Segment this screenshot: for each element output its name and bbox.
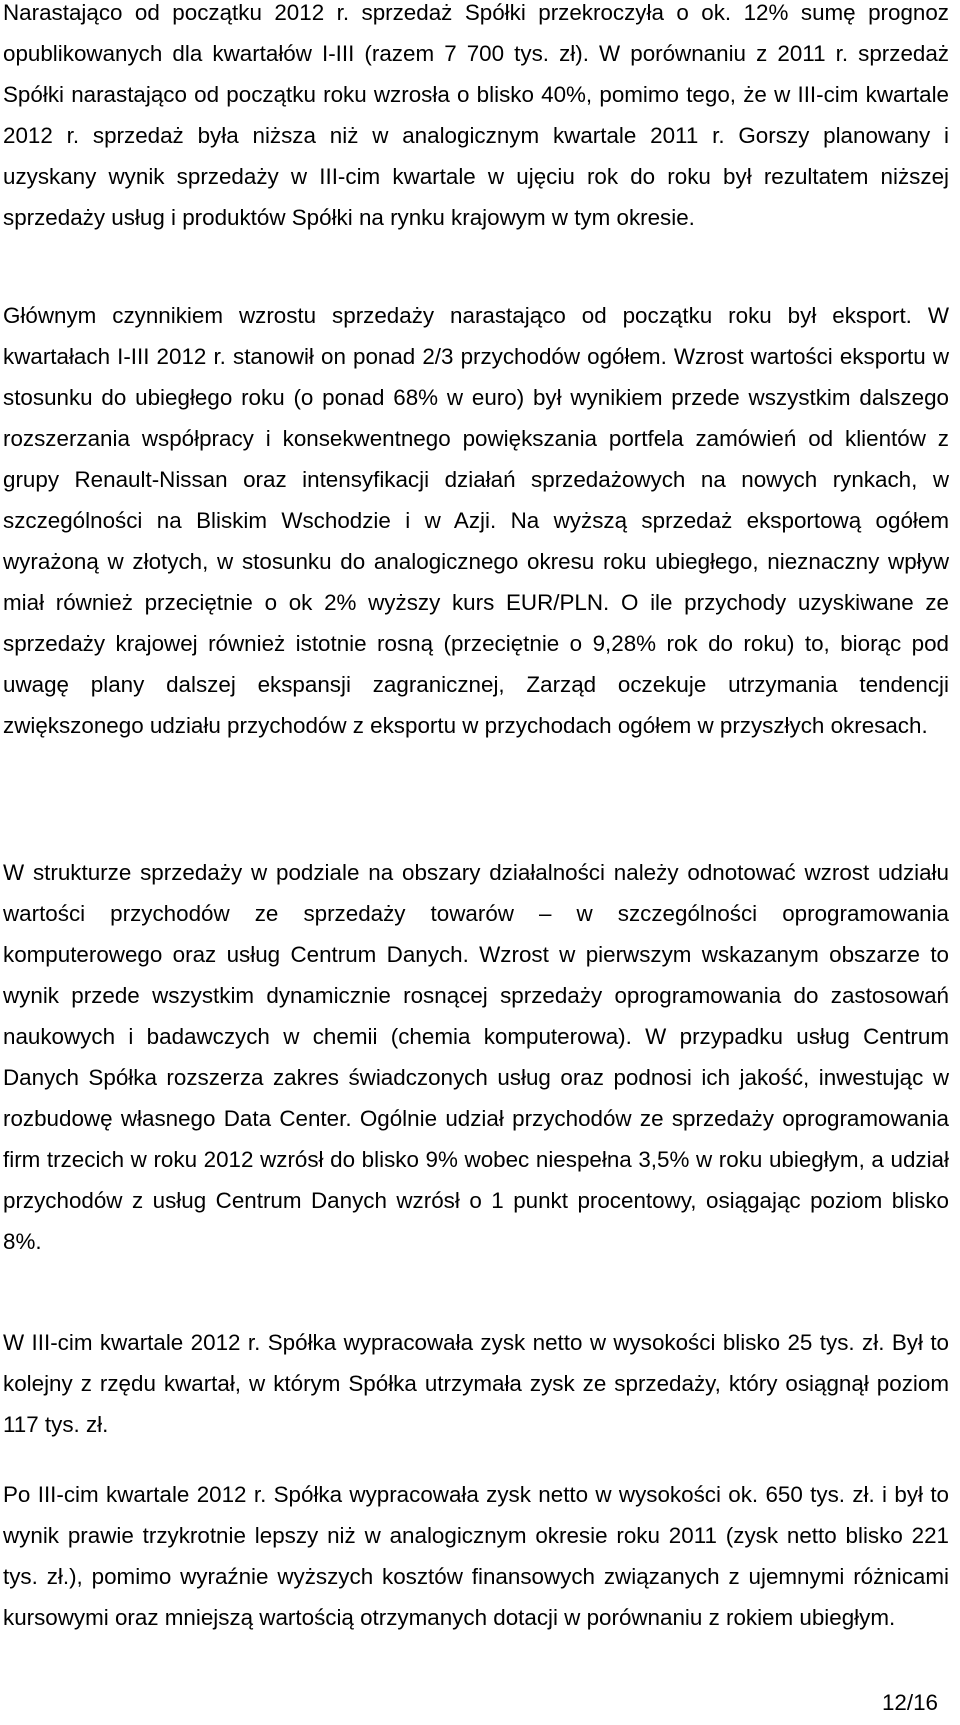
paragraph-export-growth: Głównym czynnikiem wzrostu sprzedaży narastająco od początku roku był eksport. W kwartałach I-III 2012 r. stanowił on ponad 2/3 przychodów ogółem. Wzrost wartości eksportu w stosunku do ubiegłego roku (o ponad 68% w euro) był wynikiem przede wszystkim dalszego rozszerzania współpracy i konsekwentnego powiększania portfela zamówień od klientów z grupy Renault-Nissan oraz intensyfikacji działań sprzedażowych na nowych rynkach, w szczególności na Bliskim Wschodzie i w Azji. Na wyższą sprzedaż eksportową ogółem wyrażoną w złotych, w stosunku do analogicznego okresu roku ubiegłego, nieznaczny wpływ miał również przeciętnie o ok 2% wyższy kurs EUR/PLN. O ile przychody uzyskiwane ze sprzedaży krajowej również istotnie rosną (przeciętnie o 9,28% rok do roku) to, biorąc pod uwagę plany dalszej ekspansji zagranicznej, Zarząd oczekuje utrzymania tendencji zwiększonego udziału przychodów z eksportu w przychodach ogółem w przyszłych okresach.: [3, 303, 949, 738]
paragraph-q3-net-profit: W III-cim kwartale 2012 r. Spółka wypracowała zysk netto w wysokości blisko 25 tys. zł. Był to kolejny z rzędu kwartał, w którym Spółka utrzymała zysk ze sprzedaży, który osiągnął poziom 117 tys. zł.: [3, 1330, 949, 1437]
paragraph-ytd-net-profit: Po III-cim kwartale 2012 r. Spółka wypracowała zysk netto w wysokości ok. 650 tys. zł. i był to wynik prawie trzykrotnie lepszy niż w analogicznym okresie roku 2011 (zysk netto blisko 221 tys. zł.), pomimo wyraźnie wyższych kosztów finansowych związanych z ujemnymi różnicami kursowymi oraz mniejszą wartością otrzymanych dotacji w porównaniu z rokiem ubiegłym.: [3, 1482, 949, 1630]
paragraph-sales-structure: W strukturze sprzedaży w podziale na obszary działalności należy odnotować wzrost udziału wartości przychodów ze sprzedaży towarów – w szczególności oprogramowania komputerowego oraz usług Centrum Danych. Wzrost w pierwszym wskazanym obszarze to wynik przede wszystkim dynamicznie rosnącej sprzedaży oprogramowania do zastosowań naukowych i badawczych w chemii (chemia komputerowa). W przypadku usług Centrum Danych Spółka rozszerza zakres świadczonych usług oraz podnosi ich jakość, inwestując w rozbudowę własnego Data Center. Ogólnie udział przychodów ze sprzedaży oprogramowania firm trzecich w roku 2012 wzrósł do blisko 9% wobec niespełna 3,5% w roku ubiegłym, a udział przychodów z usług Centrum Danych wzrósł o 1 punkt procentowy, osiągając poziom blisko 8%.: [3, 860, 949, 1254]
paragraph-sales-cumulative: Narastająco od początku 2012 r. sprzedaż Spółki przekroczyła o ok. 12% sumę prognoz opublikowanych dla kwartałów I-III (razem 7 700 tys. zł). W porównaniu z 2011 r. sprzedaż Spółki narastająco od początku roku wzrosła o blisko 40%, pomimo tego, że w III-cim kwartale 2012 r. sprzedaż była niższa niż w analogicznym kwartale 2011 r. Gorszy planowany i uzyskany wynik sprzedaży w III-cim kwartale w ujęciu rok do roku był rezultatem niższej sprzedaży usług i produktów Spółki na rynku krajowym w tym okresie.: [3, 0, 949, 230]
page-number: 12/16: [881, 1690, 938, 1715]
